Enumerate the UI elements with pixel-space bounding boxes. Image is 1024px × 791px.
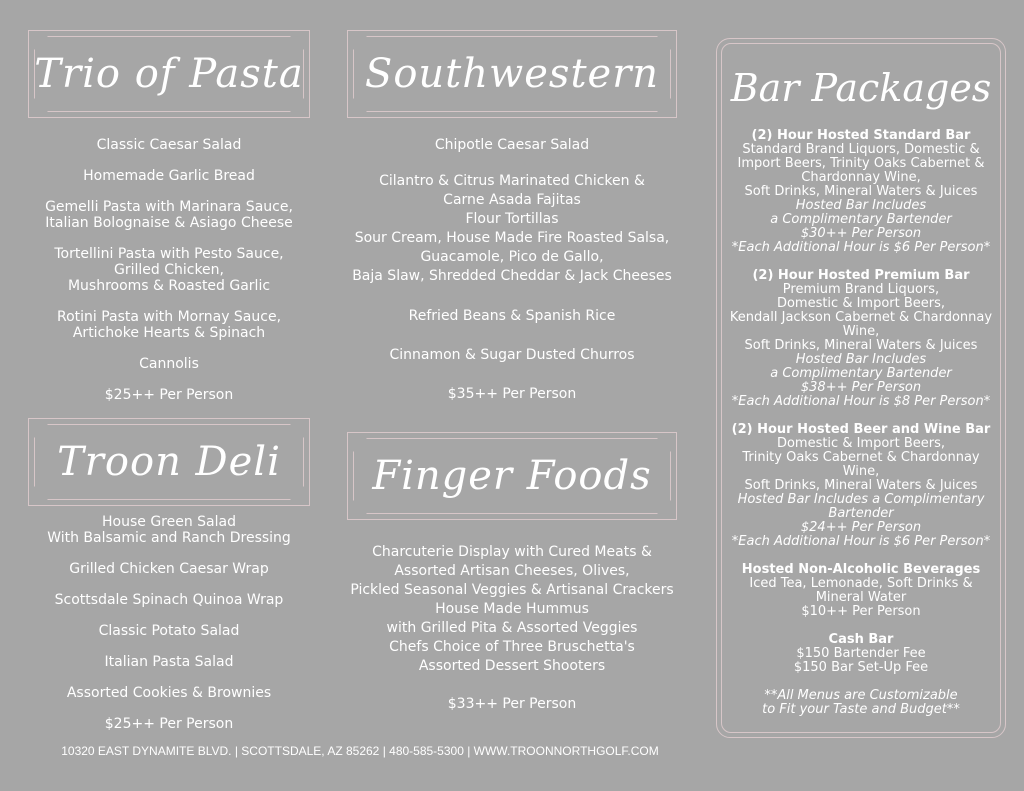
deli-title: Troon Deli: [57, 439, 281, 485]
menu-item: Pickled Seasonal Veggies & Artisanal Crackers: [350, 582, 674, 598]
menu-item: Gemelli Pasta with Marinara Sauce,: [45, 199, 293, 215]
menu-item: Grilled Chicken,: [113, 262, 224, 278]
deli-title-plaque: [28, 418, 310, 506]
customizable-note: to Fit your Taste and Budget**: [762, 702, 960, 717]
bar-note: *Each Additional Hour is $6 Per Person*: [731, 240, 991, 255]
bar-line: Import Beers, Trinity Oaks Cabernet &: [737, 156, 985, 171]
bar-price: $10++ Per Person: [801, 604, 921, 619]
premium-bar-heading: (2) Hour Hosted Premium Bar: [752, 268, 970, 283]
beer-wine-bar-heading: (2) Hour Hosted Beer and Wine Bar: [731, 422, 991, 437]
bar-line: Iced Tea, Lemonade, Soft Drinks &: [749, 576, 973, 591]
bar-note: *Each Additional Hour is $8 Per Person*: [731, 394, 991, 409]
menu-item: Classic Potato Salad: [98, 623, 240, 639]
finger-menu: [347, 543, 677, 712]
bar-line: Domestic & Import Beers,: [776, 296, 946, 311]
menu-item: House Green Salad: [102, 514, 236, 530]
finger-title: Finger Foods: [372, 453, 652, 499]
menu-item: Refried Beans & Spanish Rice: [408, 308, 616, 324]
menu-item: Homemade Garlic Bread: [83, 168, 255, 184]
southwestern-title: Southwestern: [364, 51, 660, 97]
bar-price: $30++ Per Person: [800, 226, 922, 241]
menu-item: Flour Tortillas: [465, 211, 559, 227]
menu-item: Guacamole, Pico de Gallo,: [420, 249, 604, 265]
bar-packages-title: Bar Packages: [730, 66, 992, 110]
non-alcoholic-heading: Hosted Non-Alcoholic Beverages: [741, 562, 981, 577]
menu-item: Charcuterie Display with Cured Meats &: [372, 544, 652, 560]
menu-item: Cannolis: [139, 356, 199, 372]
menu-item: Italian Pasta Salad: [104, 654, 234, 670]
menu-item: Sour Cream, House Made Fire Roasted Salsa,: [354, 230, 670, 246]
menu-item: Classic Caesar Salad: [96, 137, 242, 153]
bar-note: *Each Additional Hour is $6 Per Person*: [731, 534, 991, 549]
menu-item: Scottsdale Spinach Quinoa Wrap: [54, 592, 284, 608]
bar-line: Premium Brand Liquors,: [782, 282, 940, 297]
bar-line: Mineral Water: [815, 590, 907, 605]
menu-item: Italian Bolognaise & Asiago Cheese: [45, 215, 293, 231]
menu-item: Assorted Cookies & Brownies: [66, 685, 272, 701]
menu-item: Assorted Dessert Shooters: [418, 658, 606, 674]
southwestern-title-plaque: [347, 30, 677, 118]
menu-item: Chipotle Caesar Salad: [434, 137, 590, 153]
menu-item: With Balsamic and Ranch Dressing: [47, 530, 291, 546]
bar-line: $150 Bar Set-Up Fee: [793, 660, 929, 675]
menu-item: Baja Slaw, Shredded Cheddar & Jack Cheeses: [352, 268, 672, 284]
finger-title-plaque: [347, 432, 677, 520]
menu-item: House Made Hummus: [435, 601, 589, 617]
menu-item: Grilled Chicken Caesar Wrap: [69, 561, 269, 577]
bar-note: Bartender: [828, 506, 894, 521]
footer-contact: 10320 EAST DYNAMITE BLVD. | SCOTTSDALE, AZ 85262 | 480-585-5300 | WWW.TROONNORTHGOLF.COM: [61, 744, 659, 758]
southwestern-menu: [347, 137, 677, 402]
menu-item: with Grilled Pita & Assorted Veggies: [386, 620, 638, 636]
bar-line: Soft Drinks, Mineral Waters & Juices: [744, 478, 978, 493]
standard-bar-heading: (2) Hour Hosted Standard Bar: [751, 128, 971, 143]
menu-price: $25++ Per Person: [104, 716, 234, 732]
trio-menu: [28, 137, 310, 403]
menu-item: Cinnamon & Sugar Dusted Churros: [389, 347, 635, 363]
menu-item: Cilantro & Citrus Marinated Chicken &: [379, 173, 645, 189]
menu-price: $35++ Per Person: [447, 386, 577, 402]
menu-price: $25++ Per Person: [104, 387, 234, 403]
bar-line: Wine,: [842, 464, 880, 479]
trio-title: Trio of Pasta: [34, 51, 304, 97]
cash-bar-heading: Cash Bar: [828, 632, 894, 647]
menu-item: Tortellini Pasta with Pesto Sauce,: [54, 246, 284, 262]
menu-item: Mushrooms & Roasted Garlic: [67, 278, 271, 294]
bar-note: Hosted Bar Includes: [795, 198, 927, 213]
bar-line: Soft Drinks, Mineral Waters & Juices: [744, 184, 978, 199]
customizable-note: **All Menus are Customizable: [764, 688, 958, 703]
menu-item: Rotini Pasta with Mornay Sauce,: [56, 309, 282, 325]
menu-price: $33++ Per Person: [447, 696, 577, 712]
bar-line: Chardonnay Wine,: [801, 170, 921, 185]
bar-note: a Complimentary Bartender: [770, 366, 952, 381]
bar-price: $38++ Per Person: [800, 380, 922, 395]
bar-price: $24++ Per Person: [800, 520, 922, 535]
bar-line: Soft Drinks, Mineral Waters & Juices: [744, 338, 978, 353]
bar-note: a Complimentary Bartender: [770, 212, 952, 227]
bar-line: Domestic & Import Beers,: [776, 436, 946, 451]
bar-line: Kendall Jackson Cabernet & Chardonnay: [729, 310, 993, 325]
menu-item: Artichoke Hearts & Spinach: [72, 325, 266, 341]
bar-note: Hosted Bar Includes: [795, 352, 927, 367]
bar-line: Wine,: [842, 324, 880, 339]
bar-packages-list: [722, 129, 1000, 717]
bar-line: $150 Bartender Fee: [796, 646, 926, 661]
menu-item: Carne Asada Fajitas: [443, 192, 581, 208]
bar-line: Trinity Oaks Cabernet & Chardonnay: [742, 450, 980, 465]
menu-item: Chefs Choice of Three Bruschetta's: [389, 639, 635, 655]
deli-menu: [28, 514, 310, 732]
bar-line: Standard Brand Liquors, Domestic &: [742, 142, 980, 157]
menu-item: Assorted Artisan Cheeses, Olives,: [394, 563, 630, 579]
trio-title-plaque: [28, 30, 310, 118]
bar-note: Hosted Bar Includes a Complimentary: [737, 492, 985, 507]
